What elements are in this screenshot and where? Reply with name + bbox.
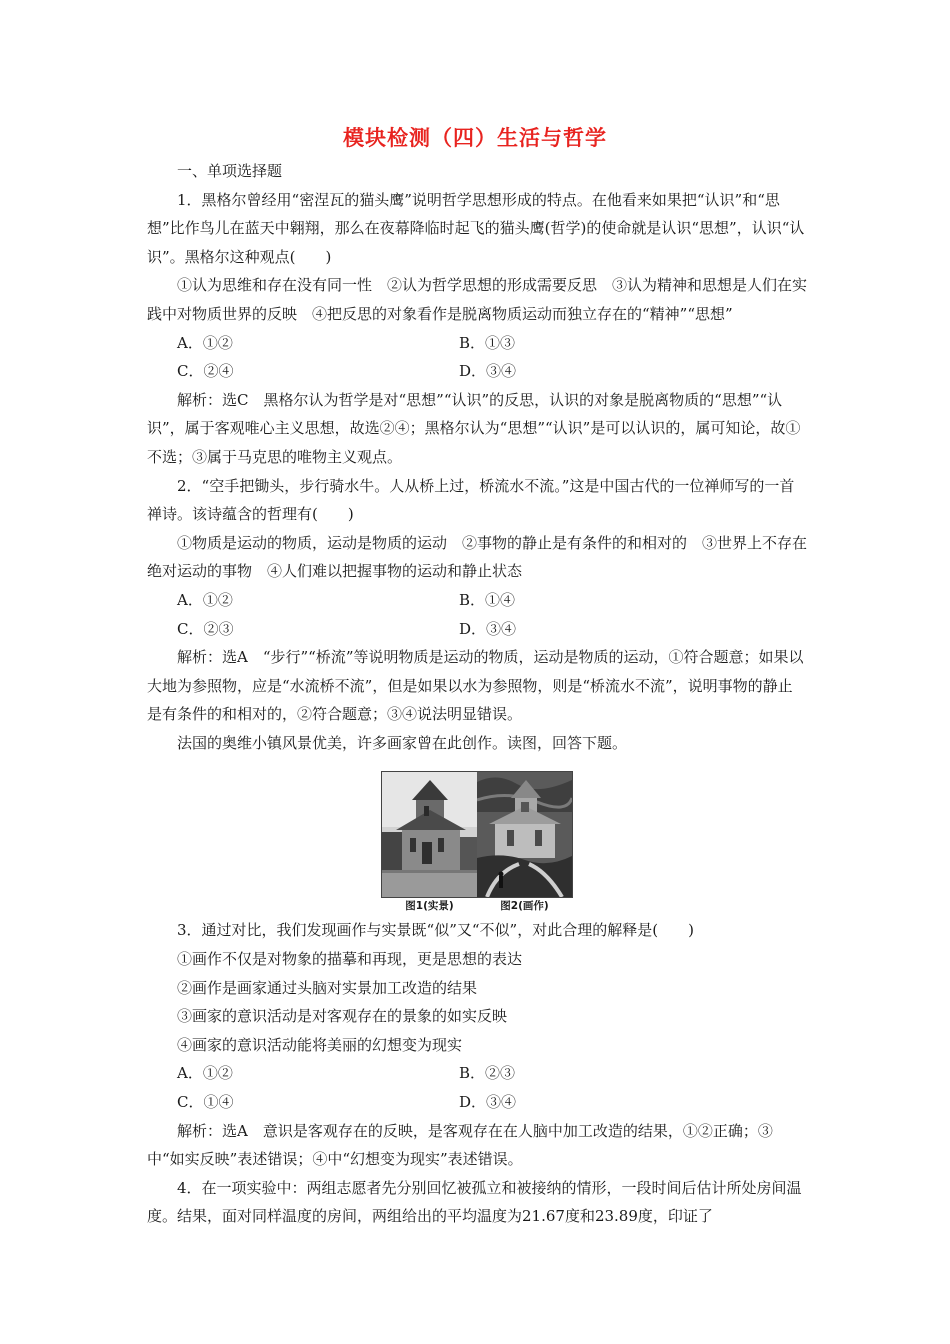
q3-item-4: ④画家的意识活动能将美丽的幻想变为现实 — [177, 1035, 463, 1054]
q3-item-3: ③画家的意识活动是对客观存在的景象的如实反映 — [177, 1007, 508, 1026]
page-title: 模块检测（四）生活与哲学 — [343, 126, 607, 150]
q3-stem: 3．通过对比，我们发现画作与实景既“似”又“不似”，对此合理的解释是( ) — [177, 921, 694, 940]
q2-options-row1 — [147, 586, 807, 615]
q1-options-row2 — [147, 357, 807, 386]
q3-analysis: 解析：选A 意识是客观存在的反映，是客观存在在人脑中加工改造的结果，①②正确；③中“如实反映”表述错误；④中“幻想变为现实”表述错误。 — [147, 1121, 773, 1169]
figure-images — [381, 771, 573, 898]
q2-option-a: A．①② — [177, 590, 233, 609]
q2-stem: 2．“空手把锄头，步行骑水牛。人从桥上过，桥流水不流。”这是中国古代的一位禅师写的一首禅诗。该诗蕴含的哲理有( ) — [147, 476, 795, 524]
q3-options-row2 — [147, 1088, 807, 1117]
q1-option-d: D．③④ — [459, 362, 517, 381]
figure-church-comparison — [147, 757, 807, 916]
q2-option-b: B．①④ — [459, 590, 516, 609]
figure-captions — [382, 898, 572, 914]
q2-option-c: C．②③ — [177, 619, 234, 638]
figure-caption-painting: 图2(画作) — [500, 900, 549, 913]
q4-stem: 4．在一项实验中：两组志愿者先分别回忆被孤立和被接纳的情形，一段时间后估计所处房间温度。结果，面对同样温度的房间，两组给出的平均温度为21.67度和23.89度，印证了 — [147, 1178, 802, 1226]
q3-options-row1 — [147, 1059, 807, 1088]
document-body — [147, 157, 807, 1231]
q3-option-d: D．③④ — [459, 1093, 517, 1112]
q1-options-row1 — [147, 329, 807, 358]
q2-option-d: D．③④ — [459, 619, 517, 638]
q1-option-a: A．①② — [177, 333, 233, 352]
q1-items: ①认为思维和存在没有同一性 ②认为哲学思想的形成需要反思 ③认为精神和思想是人们在实践中对物质世界的反映 ④把反思的对象看作是脱离物质运动而独立存在的“精神”“思想” — [147, 276, 808, 323]
q1-option-c: C．②④ — [177, 362, 234, 381]
q2-analysis: 解析：选A “步行”“桥流”等说明物质是运动的物质，运动是物质的运动，①符合题意；如果以大地为参照物，应是“水流桥不流”，但是如果以水为参照物，则是“桥流水不流”，说明事物的静止是有条件的和相对的，②符合题意；③④说法明显错误。 — [147, 648, 804, 724]
church-painting-image — [477, 772, 572, 897]
q2-items: ①物质是运动的物质，运动是物质的运动 ②事物的静止是有条件的和相对的 ③世界上不存在绝对运动的事物 ④人们难以把握事物的运动和静止状态 — [147, 533, 808, 581]
church-photo-image — [382, 772, 477, 897]
q3-item-2: ②画作是画家通过头脑对实景加工改造的结果 — [177, 978, 478, 997]
q3-option-c: C．①④ — [177, 1093, 234, 1112]
q3-item-1: ①画作不仅是对物象的描摹和再现，更是思想的表达 — [177, 950, 523, 969]
q2-options-row2 — [147, 615, 807, 644]
q3-option-a: A．①② — [177, 1064, 233, 1083]
q1-option-b: B．①③ — [459, 333, 516, 352]
figure-intro: 法国的奥维小镇风景优美，许多画家曾在此创作。读图，回答下题。 — [177, 733, 628, 752]
q3-option-b: B．②③ — [459, 1064, 516, 1083]
section-heading: 一、单项选择题 — [177, 162, 283, 180]
q1-analysis: 解析：选C 黑格尔认为哲学是对“思想”“认识”的反思，认识的对象是脱离物质的“思想”“认识”，属于客观唯心主义思想，故选②④；黑格尔认为“思想”“认识”是可以认识的，属可知论，故①不选；③属于马克思的唯物主义观点。 — [147, 390, 801, 466]
q1-stem: 1．黑格尔曾经用“密涅瓦的猫头鹰”说明哲学思想形成的特点。在他看来如果把“认识”和“思想”比作鸟儿在蓝天中翱翔，那么在夜幕降临时起飞的猫头鹰(哲学)的使命就是认识“思想”，认识“认识”。黑格尔这种观点( ) — [147, 190, 805, 266]
figure-caption-photo: 图1(实景) — [405, 900, 454, 913]
